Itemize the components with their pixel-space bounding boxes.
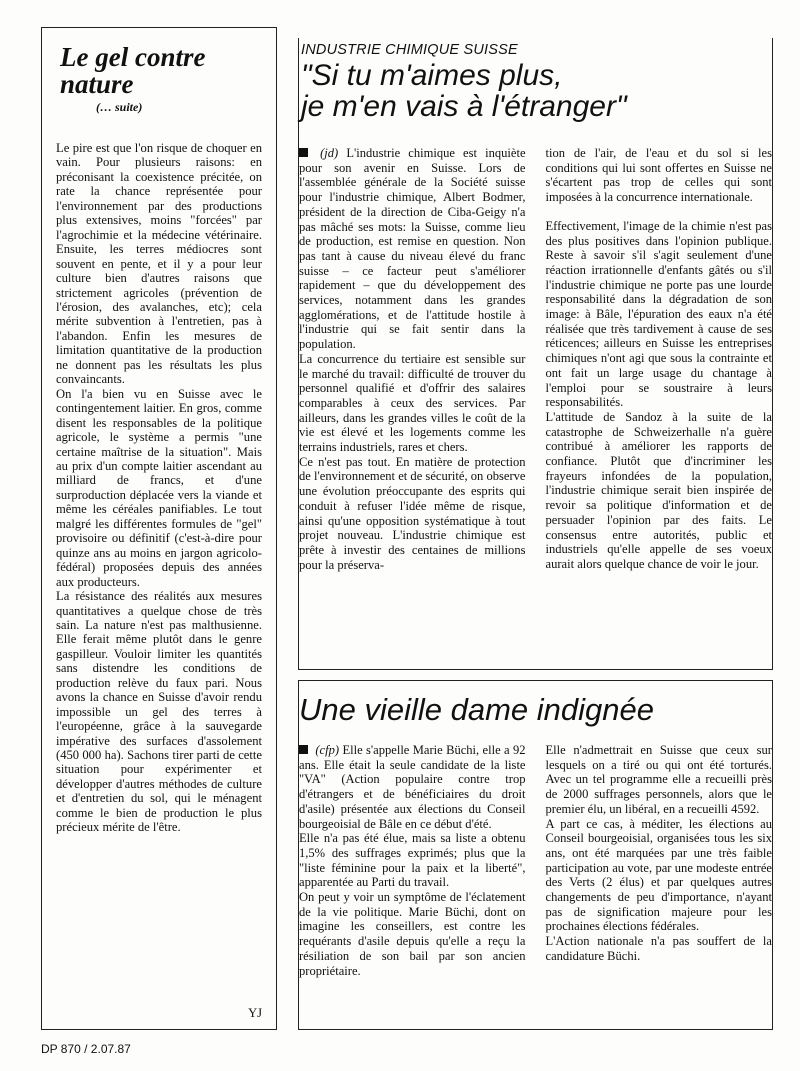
- article2-paragraph: Elle n'a pas été élue, mais sa liste a obtenu 1,5% des suffrages exprimés; plus que la "liste féminine pour la paix et la liberté", apparentée au Parti du travail.: [299, 831, 526, 890]
- sidebar-suite: (… suite): [96, 100, 143, 114]
- page-footer: DP 870 / 2.07.87: [41, 1042, 131, 1056]
- article1-paragraph: L'attitude de Sandoz à la suite de la catastrophe de Schweizerhalle n'a guère contribué à améliorer les rapports de confiance. Plutôt que d'incriminer les frayeurs infondées de la population, l'industrie chimique serait bien inspirée de revoir sa politique d'information et de persuader l'opinion par des faits. Le consensus entre autorités, public et industriels qu'elle appelle de ses voeux aurait alors quelque chance de voir le jour.: [545, 409, 772, 571]
- article2-columns: [299, 743, 772, 978]
- article1-headline: [301, 60, 772, 122]
- article1-paragraph: tion de l'air, de l'eau et du sol si les conditions qui lui sont offertes en Suisse ne s'écartent pas trop de celles qui sont imposées à la concurrence internationale.: [545, 146, 772, 205]
- article1-columns: [299, 146, 772, 572]
- sidebar-title: Le gel contre nature: [60, 42, 206, 99]
- sidebar-paragraph: La résistance des réalités aux mesures quantitatives a quelque chose de très sain. La nature n'est pas malthusienne. Elle ferait même plutôt dans le genre gaspilleur. Vouloir limiter les quantités sans distendre les conditions de production relève du faux pari. Nous avons la chance en Suisse d'avoir rendu impossible un gel des terres à l'européenne, grâce à la sauvegarde impérative des surfaces d'assolement (450 000 ha). Sachons tirer parti de cette situation pour expérimenter et développer d'autres méthodes de culture et d'entretien du sol, qui le ménagent comme le bien de production le plus précieux mérite de l'être.: [56, 589, 262, 835]
- article-chimie: [298, 38, 773, 670]
- article2-paragraph: L'Action nationale n'a pas souffert de la candidature Büchi.: [545, 934, 772, 963]
- square-bullet-icon: [299, 745, 308, 754]
- article1-headline-line1: "Si tu m'aimes plus,: [301, 59, 563, 92]
- article1-headline-line2: je m'en vais à l'étranger": [301, 90, 627, 123]
- article1-paragraph: Ce n'est pas tout. En matière de protection de l'environnement et de sécurité, on observe une évolution préoccupante des esprits qui conduit à refuser l'idée même de risque, ainsi qu'une opposition systématique à tout projet nouveau. L'industrie chimique est prête à investir des centaines de millions pour la préserva-: [299, 454, 526, 572]
- article1-author: (jd): [320, 146, 339, 160]
- article2-column-1: [299, 743, 526, 978]
- article1-paragraph: La concurrence du tertiaire est sensible sur le marché du travail: difficulté de trouver du personnel qualifié et d'offrir des salaires comparables à ceux des services. Par ailleurs, dans les grandes villes le coût de la vie est élevé et les logements comme les terrains industriels, rares et chers.: [299, 351, 526, 455]
- article2-author: (cfp): [315, 743, 340, 757]
- article1-column-2: [546, 146, 773, 572]
- sidebar-paragraph: On l'a bien vu en Suisse avec le contingentement laitier. En gros, comme disent les responsables de la politique agricole, le système a permis "une certaine maîtrise de la situation". Mais au prix d'un compte laitier ascendant au milliard de francs, et d'une surproduction déplacée vers la viande et même les céréales panifiables. Le tout malgré les différentes formules de "gel" provisoire ou définitif (c'est-à-dire pour quinze ans au moins en jargon agricolo-fédéral) proposées depuis des années aux producteurs.: [56, 386, 262, 589]
- article2-column-2: [546, 743, 773, 978]
- article2-headline: Une vieille dame indignée: [299, 692, 655, 727]
- square-bullet-icon: [299, 148, 308, 157]
- sidebar-signature: YJ: [248, 1006, 262, 1020]
- article2-paragraph: A part ce cas, à méditer, les élections au Conseil bourgeoisial, organisées tous les six ans, ont été marquées par une très faible participation au vote, par une modeste entrée des Verts (2 élus) et par quelques autres changements de peu d'importance, n'ayant pas de signification majeure pour les prochaines élections fédérales.: [545, 816, 772, 934]
- sidebar-paragraph: Le pire est que l'on risque de choquer en vain. Pour plusieurs raisons: en préconisant la coexistence précitée, on rate la chance représentée pour l'environnement par des productions plus extensives, moins "forcées" par l'agrochimie et la médecine vétérinaire. Ensuite, les terres médiocres sont souvent en pente, et il y a pour leur culture bien d'autres raisons que strictement agricoles (prévention de l'érosion, des avalanches, etc); cela mérite subvention à l'entretien, pas à l'abandon. Enfin les mesures de limitation quantitative de la production ne donnent pas les résultats les plus convaincants.: [56, 141, 262, 387]
- article1-column-1: [299, 146, 526, 572]
- article1-paragraph: (jd) L'industrie chimique est inquiète pour son avenir en Suisse. Lors de l'assemblée générale de la Société suisse pour l'industrie chimique, Albert Bodmer, président de la direction de Ciba-Geigy n'a pas mâché ses mots: la Suisse, comme lieu de production, est remise en question. Non pas tant à cause du niveau élevé du franc suisse – ce facteur peut s'améliorer rapidement – que du développement des services, notamment dans les grandes agglomérations, et de l'attitude hostile à l'industrie qui se fait sentir dans la population.: [299, 146, 526, 352]
- article2-paragraph: (cfp) Elle s'appelle Marie Büchi, elle a 92 ans. Elle était la seule candidate de la liste "VA" (Action populaire contre trop d'étrangers et de bénéficiaires du droit d'asile) présentée aux élections du Conseil bourgeoisial de Bâle en ce début d'été.: [299, 743, 526, 831]
- sidebar-body: [56, 141, 262, 835]
- article1-paragraph: Effectivement, l'image de la chimie n'est pas des plus positives dans l'opinion publique. Reste à savoir s'il s'agit seulement d'une réaction irrationnelle d'enfants gâtés ou s'il l'industrie chimique ne porte pas une lourde responsabilité dans la dégradation de son image: à Bâle, l'épuration des eaux n'a été réalisée que très tardivement à cause de ses réticences; ailleurs en Suisse les entreprises chimiques n'ont agi que sous la contrainte et ont fait un large usage du chantage à l'emploi pour se soustraire à leurs responsabilités.: [545, 218, 772, 410]
- sidebar-box: [41, 27, 277, 1030]
- article2-paragraph: Elle n'admettrait en Suisse que ceux sur lesquels on a tiré ou qui ont été torturés. Avec un tel programme elle a recueilli près de 2000 suffrages personnels, alors que le premier élu, un libéral, en a recueilli 4592.: [545, 743, 772, 816]
- article2-paragraph: On peut y voir un symptôme de l'éclatement de la vie politique. Marie Büchi, dont on imagine les conseillers, est contre les requérants d'asile depuis qu'elle a reçu la résiliation de son bail par son ancien propriétaire.: [299, 890, 526, 978]
- article1-kicker: INDUSTRIE CHIMIQUE SUISSE: [301, 42, 518, 58]
- article-vieille-dame: [298, 680, 773, 1030]
